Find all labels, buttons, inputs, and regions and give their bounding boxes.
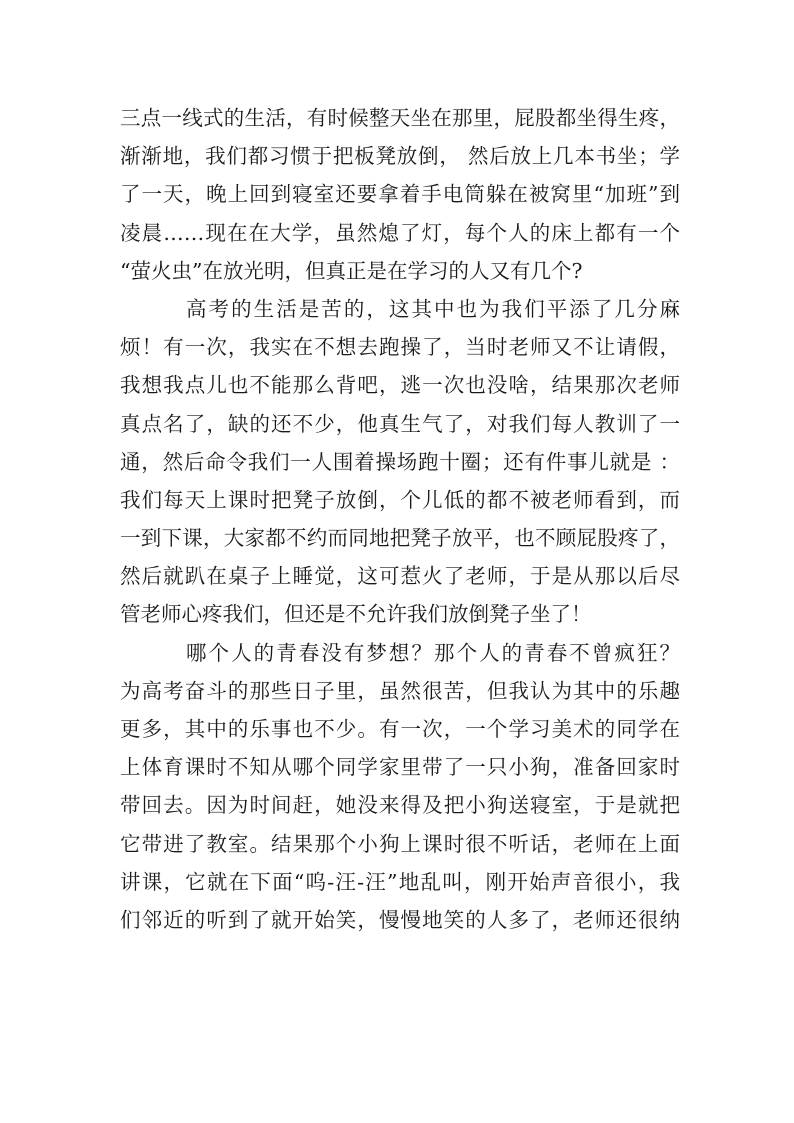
text-line: 我想我点儿也不能那么背吧，逃一次也没啥，结果那次老师 bbox=[120, 373, 680, 398]
body-text bbox=[120, 99, 680, 939]
text-line: 带回去。因为时间赶，她没来得及把小狗送寝室，于是就把 bbox=[120, 793, 680, 818]
text-line: 了一天，晚上回到寝室还要拿着手电筒躲在被窝里“加班”到 bbox=[120, 182, 680, 207]
text-line: 管老师心疼我们，但还是不允许我们放倒凳子坐了！ bbox=[120, 602, 592, 627]
text-line: 然后就趴在桌子上睡觉，这可惹火了老师，于是从那以后尽 bbox=[120, 564, 680, 589]
paragraph-first-line: 高考的生活是苦的，这其中也为我们平添了几分麻 bbox=[186, 296, 680, 321]
text-line: 讲课，它就在下面“呜-汪-汪”地乱叫，刚开始声音很小，我 bbox=[120, 869, 680, 894]
text-line: 它带进了教室。结果那个小狗上课时很不听话，老师在上面 bbox=[120, 831, 680, 856]
text-line: 三点一线式的生活，有时候整天坐在那里，屁股都坐得生疼， bbox=[120, 106, 680, 130]
text-line: 通，然后命令我们一人围着操场跑十圈；还有件事儿就是 ： bbox=[120, 449, 680, 474]
text-line: 渐渐地，我们都习惯于把板凳放倒， 然后放上几本书坐；学 bbox=[120, 144, 680, 169]
text-line: 更多，其中的乐事也不少。有一次，一个学习美术的同学在 bbox=[120, 717, 680, 741]
text-line: 真点名了，缺的还不少，他真生气了，对我们每人教训了一 bbox=[120, 411, 680, 436]
text-line: 们邻近的听到了就开始笑，慢慢地笑的人多了，老师还很纳 bbox=[120, 907, 680, 932]
paragraph-first-line: 哪个人的青春没有梦想？那个人的青春不曾疯狂？ bbox=[186, 640, 680, 665]
text-line: 为高考奋斗的那些日子里，虽然很苦，但我认为其中的乐趣 bbox=[120, 678, 680, 703]
text-line: “萤火虫”在放光明，但真正是在学习的人又有几个? bbox=[120, 258, 583, 283]
text-line: 上体育课时不知从哪个同学家里带了一只小狗，准备回家时 bbox=[120, 755, 680, 780]
text-line: 烦！有一次，我实在不想去跑操了，当时老师又不让请假， bbox=[120, 335, 680, 360]
text-line: 我们每天上课时把凳子放倒，个儿低的都不被老师看到，而 bbox=[120, 487, 680, 512]
text-line: 一到下课，大家都不约而同地把凳子放平，也不顾屁股疼了， bbox=[120, 526, 680, 551]
text-line: 凌晨……现在在大学，虽然熄了灯，每个人的床上都有一个 bbox=[120, 220, 680, 245]
